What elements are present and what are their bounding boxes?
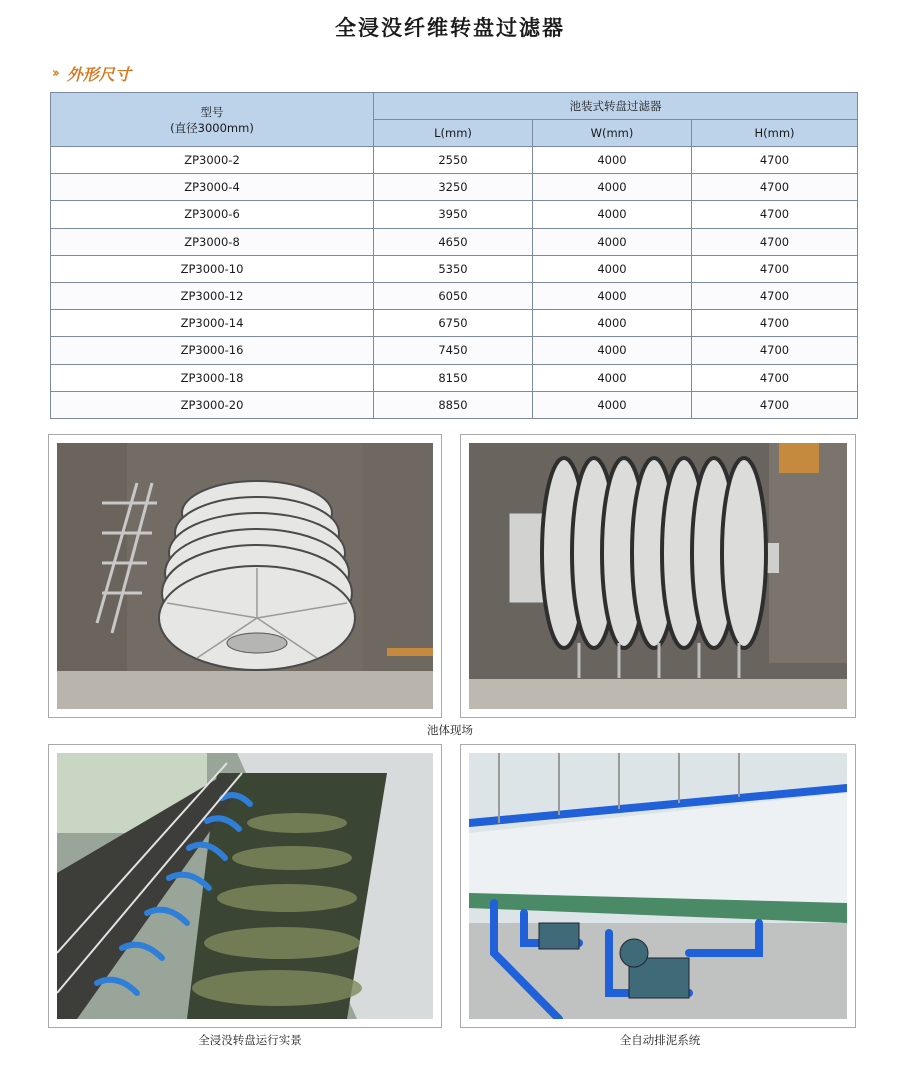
- cell-model: ZP3000-18: [51, 364, 374, 391]
- caption-running: 全浸没转盘运行实景: [198, 1033, 302, 1047]
- cell-w: 4000: [533, 228, 692, 255]
- sludge-system-illustration: [469, 753, 847, 1019]
- cell-h: 4700: [692, 391, 858, 418]
- cell-h: 4700: [692, 174, 858, 201]
- table-row: [51, 228, 858, 255]
- cell-w: 4000: [533, 310, 692, 337]
- page-title: 全浸没纤维转盘过滤器: [335, 16, 565, 40]
- cell-w: 4000: [533, 174, 692, 201]
- cell-h: 4700: [692, 364, 858, 391]
- cell-l: 8150: [374, 364, 533, 391]
- cell-model: ZP3000-8: [51, 228, 374, 255]
- cell-h: 4700: [692, 228, 858, 255]
- cell-model: ZP3000-2: [51, 147, 374, 174]
- cell-h: 4700: [692, 201, 858, 228]
- cell-h: 4700: [692, 337, 858, 364]
- table-row: [51, 147, 858, 174]
- table-row: [51, 337, 858, 364]
- photo-image: [469, 753, 847, 1019]
- photo-image: [57, 753, 433, 1019]
- cell-model: ZP3000-12: [51, 282, 374, 309]
- cell-h: 4700: [692, 282, 858, 309]
- cell-model: ZP3000-16: [51, 337, 374, 364]
- photo-sludge-system: [460, 744, 856, 1028]
- disc-filter-illustration: [57, 443, 433, 709]
- table-row: [51, 364, 858, 391]
- cell-model: ZP3000-10: [51, 255, 374, 282]
- group-header: 池装式转盘过滤器: [374, 93, 858, 120]
- cell-w: 4000: [533, 147, 692, 174]
- cell-w: 4000: [533, 364, 692, 391]
- cell-l: 3250: [374, 174, 533, 201]
- caption-pool-site: 池体现场: [427, 723, 473, 737]
- model-header: [51, 93, 374, 147]
- cell-l: 8850: [374, 391, 533, 418]
- model-header-line1: 型号: [200, 104, 224, 119]
- dimension-table: [50, 92, 858, 419]
- double-chevron-icon: ››: [52, 66, 57, 81]
- cell-l: 3950: [374, 201, 533, 228]
- table-row: [51, 255, 858, 282]
- model-header-line2: (直径3000mm): [170, 120, 254, 135]
- table-row: [51, 282, 858, 309]
- cell-model: ZP3000-6: [51, 201, 374, 228]
- cell-model: ZP3000-4: [51, 174, 374, 201]
- col-header-l: L(mm): [374, 120, 533, 147]
- col-header-h: H(mm): [692, 120, 858, 147]
- cell-l: 7450: [374, 337, 533, 364]
- cell-l: 2550: [374, 147, 533, 174]
- photo-image: [469, 443, 847, 709]
- photo-filter-side: [460, 434, 856, 718]
- table-row: [51, 391, 858, 418]
- cell-l: 6750: [374, 310, 533, 337]
- table-row: [51, 201, 858, 228]
- photo-running-filter: [48, 744, 442, 1028]
- cell-model: ZP3000-14: [51, 310, 374, 337]
- photo-image: [57, 443, 433, 709]
- caption-sludge: 全自动排泥系统: [619, 1033, 701, 1047]
- cell-w: 4000: [533, 337, 692, 364]
- cell-model: ZP3000-20: [51, 391, 374, 418]
- section-label: 外形尺寸: [66, 65, 131, 84]
- disc-filter-side-illustration: [469, 443, 847, 709]
- cell-l: 6050: [374, 282, 533, 309]
- running-filter-illustration: [57, 753, 433, 1019]
- cell-h: 4700: [692, 310, 858, 337]
- cell-w: 4000: [533, 255, 692, 282]
- cell-l: 5350: [374, 255, 533, 282]
- cell-w: 4000: [533, 201, 692, 228]
- photo-filter-pit-front: [48, 434, 442, 718]
- cell-h: 4700: [692, 255, 858, 282]
- cell-w: 4000: [533, 282, 692, 309]
- col-header-w: W(mm): [533, 120, 692, 147]
- table-row: [51, 310, 858, 337]
- cell-w: 4000: [533, 391, 692, 418]
- section-heading: [52, 62, 131, 85]
- cell-l: 4650: [374, 228, 533, 255]
- cell-h: 4700: [692, 147, 858, 174]
- table-row: [51, 174, 858, 201]
